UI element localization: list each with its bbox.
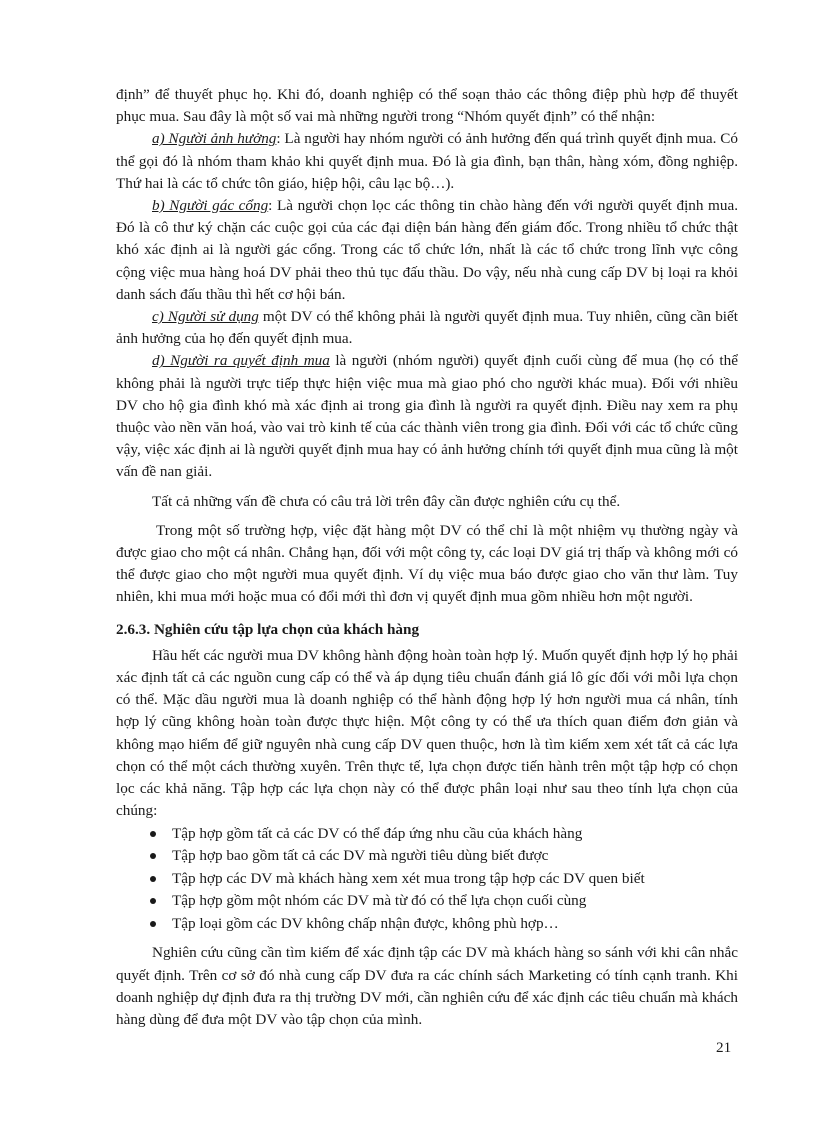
role-decider	[116, 350, 738, 483]
role-influencer	[116, 128, 738, 195]
role-label: d) Người ra quyết định mua	[152, 352, 330, 370]
bullet-icon	[150, 831, 156, 837]
role-text: : Là người chọn lọc các thông tin chào hàng đến với người quyết định mua. Đó là cô thư ký chặn các cuộc gọi của các đại diện bán hàng đến giám đốc. Trong nhiều tổ chức thật khó xác định ai là người gác cổng. Trong các tổ chức lớn, nhất là các tổ chức trong lĩnh vực công cộng việc mua hàng hoá DV phải theo thủ tục đấu thầu. Do vậy, nếu nhà cung cấp DV bị loại ra khỏi danh sách đấu thầu thì hết cơ hội bán.	[116, 197, 738, 303]
role-label: c) Người sử dụng	[152, 308, 259, 326]
list-item: Tập hợp gồm một nhóm các DV mà từ đó có thể lựa chọn cuối cùng	[150, 890, 738, 913]
page-content	[116, 84, 738, 1031]
paragraph-section: Hầu hết các người mua DV không hành động hoàn toàn hợp lý. Muốn quyết định hợp lý họ phải xác định tất cả các nguồn cung cấp có thể và áp dụng tiêu chuẩn đánh giá lô gíc đối với mỗi lựa chọn có thể. Mặc dầu người mua là doanh nghiệp có thể hành động hợp lý hơn người mua cá nhân, tính hợp lý cũng không hoàn toàn được thực hiện. Một công ty có thể ưa thích quan điểm đơn giản và không mạo hiểm để giữ nguyên nhà cung cấp DV quen thuộc, hơn là tìm kiếm xem xét tất cả các lựa chọn có thể một cách thường xuyên. Trên thực tế, lựa chọn được tiến hành trên một tập hợp có chọn lọc các khả năng. Tập hợp các lựa chọn này có thể được phân loại như sau theo tính lựa chọn của chúng:	[116, 646, 738, 820]
choice-set-list	[116, 823, 738, 936]
page-number: 21	[716, 1039, 732, 1056]
bullet-icon	[150, 898, 156, 904]
role-text: một DV có thể không phải là người quyết định mua. Tuy nhiên, cũng cần biết ảnh hưởng của họ đến quyết định mua.	[116, 308, 738, 348]
paragraph-intro: định” để thuyết phục họ. Khi đó, doanh nghiệp có thể soạn thảo các thông điệp phù hợp để thuyết phục mua. Sau đây là một số vai mà những người trong “Nhóm quyết định” có thể nhận:	[116, 86, 738, 126]
list-item: Tập hợp bao gồm tất cả các DV mà người tiêu dùng biết được	[150, 845, 738, 868]
role-label: b) Người gác cổng	[152, 197, 269, 215]
role-gatekeeper	[116, 195, 738, 306]
role-label: a) Người ảnh hưởng	[152, 130, 277, 148]
paragraph-summary: Tất cả những vấn đề chưa có câu trả lời trên đây cần được nghiên cứu cụ thể.	[152, 492, 621, 510]
list-item: Tập hợp các DV mà khách hàng xem xét mua trong tập hợp các DV quen biết	[150, 868, 738, 891]
paragraph-final: Nghiên cứu cũng cần tìm kiếm để xác định tập các DV mà khách hàng so sánh với khi cân nhắc quyết định. Trên cơ sở đó nhà cung cấp DV đưa ra các chính sách Marketing có tính cạnh tranh. Khi doanh nghiệp dự định đưa ra thị trường DV mới, cần nghiên cứu để xác định các tiêu chuẩn mà khách hàng dùng để đưa một DV vào tập chọn của mình.	[116, 944, 738, 1029]
section-heading: 2.6.3. Nghiên cứu tập lựa chọn của khách hàng	[116, 620, 420, 638]
list-item: Tập hợp gồm tất cả các DV có thể đáp ứng nhu cầu của khách hàng	[150, 823, 738, 846]
paragraph-cases: Trong một số trường hợp, việc đặt hàng một DV có thể chỉ là một nhiệm vụ thường ngày và được giao cho một cá nhân. Chẳng hạn, đối với một công ty, các loại DV giá trị thấp và không mới có thể được giao cho một người mua quyết định. Ví dụ việc mua báo được giao cho văn thư làm. Tuy nhiên, khi mua mới hoặc mua có đổi mới thì đơn vị quyết định mua gồm nhiều hơn một người.	[116, 521, 738, 606]
role-text: là người (nhóm người) quyết định cuối cùng để mua (họ có thể không phải là người trực tiếp thực hiện việc mua mà giao phó cho người khác mua). Đối với nhiều DV cho hộ gia đình khó mà xác định ai trong gia đình là người ra quyết định. Điều nay xem ra phụ thuộc vào nền văn hoá, vào vai trò kinh tế của các thành viên trong gia đình. Đối với các tổ chức cũng vậy, việc xác định ai là người quyết định mua hay có ảnh hưởng chính tới quyết định mua cũng là một vấn đề nan giải.	[116, 352, 738, 481]
bullet-icon	[150, 921, 156, 927]
list-item: Tập loại gồm các DV không chấp nhận được, không phù hợp…	[150, 913, 738, 936]
bullet-icon	[150, 876, 156, 882]
bullet-icon	[150, 853, 156, 859]
role-user	[116, 306, 738, 350]
role-text: : Là người hay nhóm người có ảnh hưởng đến quá trình quyết định mua. Có thể gọi đó là nhóm tham khảo khi quyết định mua. Đó là gia đình, bạn thân, hàng xóm, đồng nghiệp. Thứ hai là các tổ chức tôn giáo, hiệp hội, câu lạc bộ…).	[116, 130, 738, 192]
